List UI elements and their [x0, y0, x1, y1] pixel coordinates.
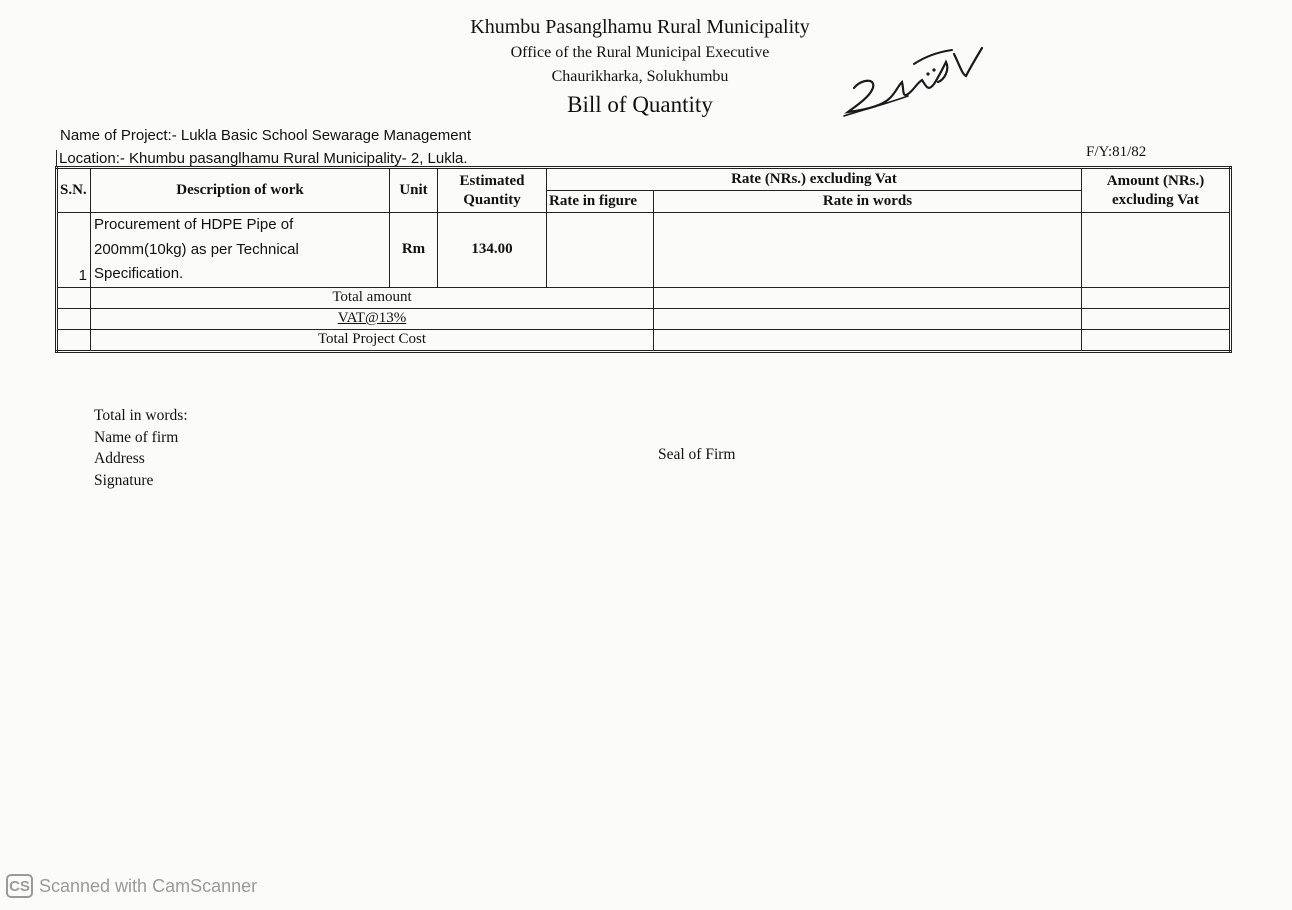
seal-of-firm-label: Seal of Firm — [658, 446, 736, 463]
header-description: Description of work — [91, 168, 390, 213]
firm-details — [94, 405, 188, 492]
name-of-firm-label: Name of firm — [94, 428, 179, 446]
row-unit: Rm — [390, 213, 438, 288]
address-label: Address — [94, 450, 145, 468]
document-title: Bill of Quantity — [567, 92, 713, 117]
header-rate-in-words: Rate in words — [654, 191, 1082, 213]
vat-label: VAT@13% — [91, 308, 654, 329]
header-unit: Unit — [390, 168, 438, 213]
row-description-line: 200mm(10kg) as per Technical — [94, 240, 299, 258]
row-amount[interactable] — [1082, 213, 1231, 288]
row-description-line: Procurement of HDPE Pipe of — [94, 216, 294, 233]
camscanner-watermark — [6, 874, 257, 898]
vat-words[interactable] — [654, 308, 1082, 329]
office-name: Office of the Rural Municipal Executive — [510, 44, 770, 61]
row-description — [91, 213, 390, 288]
vat-value[interactable] — [1082, 308, 1231, 329]
handwritten-signature-icon — [842, 40, 987, 125]
row-rate-in-words[interactable] — [654, 213, 1082, 288]
bill-of-quantity-table — [55, 166, 1232, 353]
row-description-line: Specification. — [94, 265, 184, 282]
total-amount-value[interactable] — [1082, 287, 1231, 308]
row-sn: 1 — [57, 213, 91, 288]
total-project-cost-value[interactable] — [1082, 329, 1231, 351]
summary-row-total — [57, 287, 1231, 308]
signature-label: Signature — [94, 472, 154, 490]
header-quantity-label: Quantity — [463, 191, 521, 208]
summary-row-project-cost — [57, 329, 1231, 351]
total-amount-words[interactable] — [654, 287, 1082, 308]
total-project-cost-label: Total Project Cost — [91, 329, 654, 351]
fiscal-year: F/Y:81/82 — [1086, 144, 1147, 160]
total-amount-label: Total amount — [91, 287, 654, 308]
header-estimated-label: Estimated — [459, 172, 525, 189]
header-estimated-quantity — [438, 168, 547, 213]
header-amount — [1082, 168, 1231, 213]
office-location: Chaurikharka, Solukhumbu — [551, 68, 729, 85]
header-amount-line2: excluding Vat — [1111, 191, 1200, 208]
municipality-name: Khumbu Pasanglhamu Rural Municipality — [470, 16, 810, 38]
project-location: Location:- Khumbu pasanglhamu Rural Municipality- 2, Lukla. — [56, 150, 468, 167]
summary-row-vat — [57, 308, 1231, 329]
camscanner-logo-icon: CS — [6, 874, 33, 898]
row-rate-in-figure[interactable] — [547, 213, 654, 288]
row-quantity: 134.00 — [438, 213, 547, 288]
header-rate-group: Rate (NRs.) excluding Vat — [547, 168, 1082, 191]
total-project-cost-words[interactable] — [654, 329, 1082, 351]
header-rate-in-figure: Rate in figure — [547, 191, 654, 213]
table-row — [57, 213, 1231, 288]
header-amount-line1: Amount (NRs.) — [1106, 172, 1205, 189]
total-in-words-label: Total in words: — [94, 407, 188, 424]
camscanner-text: Scanned with CamScanner — [39, 875, 258, 896]
header-sn: S.N. — [57, 168, 91, 213]
project-name: Name of Project:- Lukla Basic School Sewarage Management — [60, 127, 472, 144]
